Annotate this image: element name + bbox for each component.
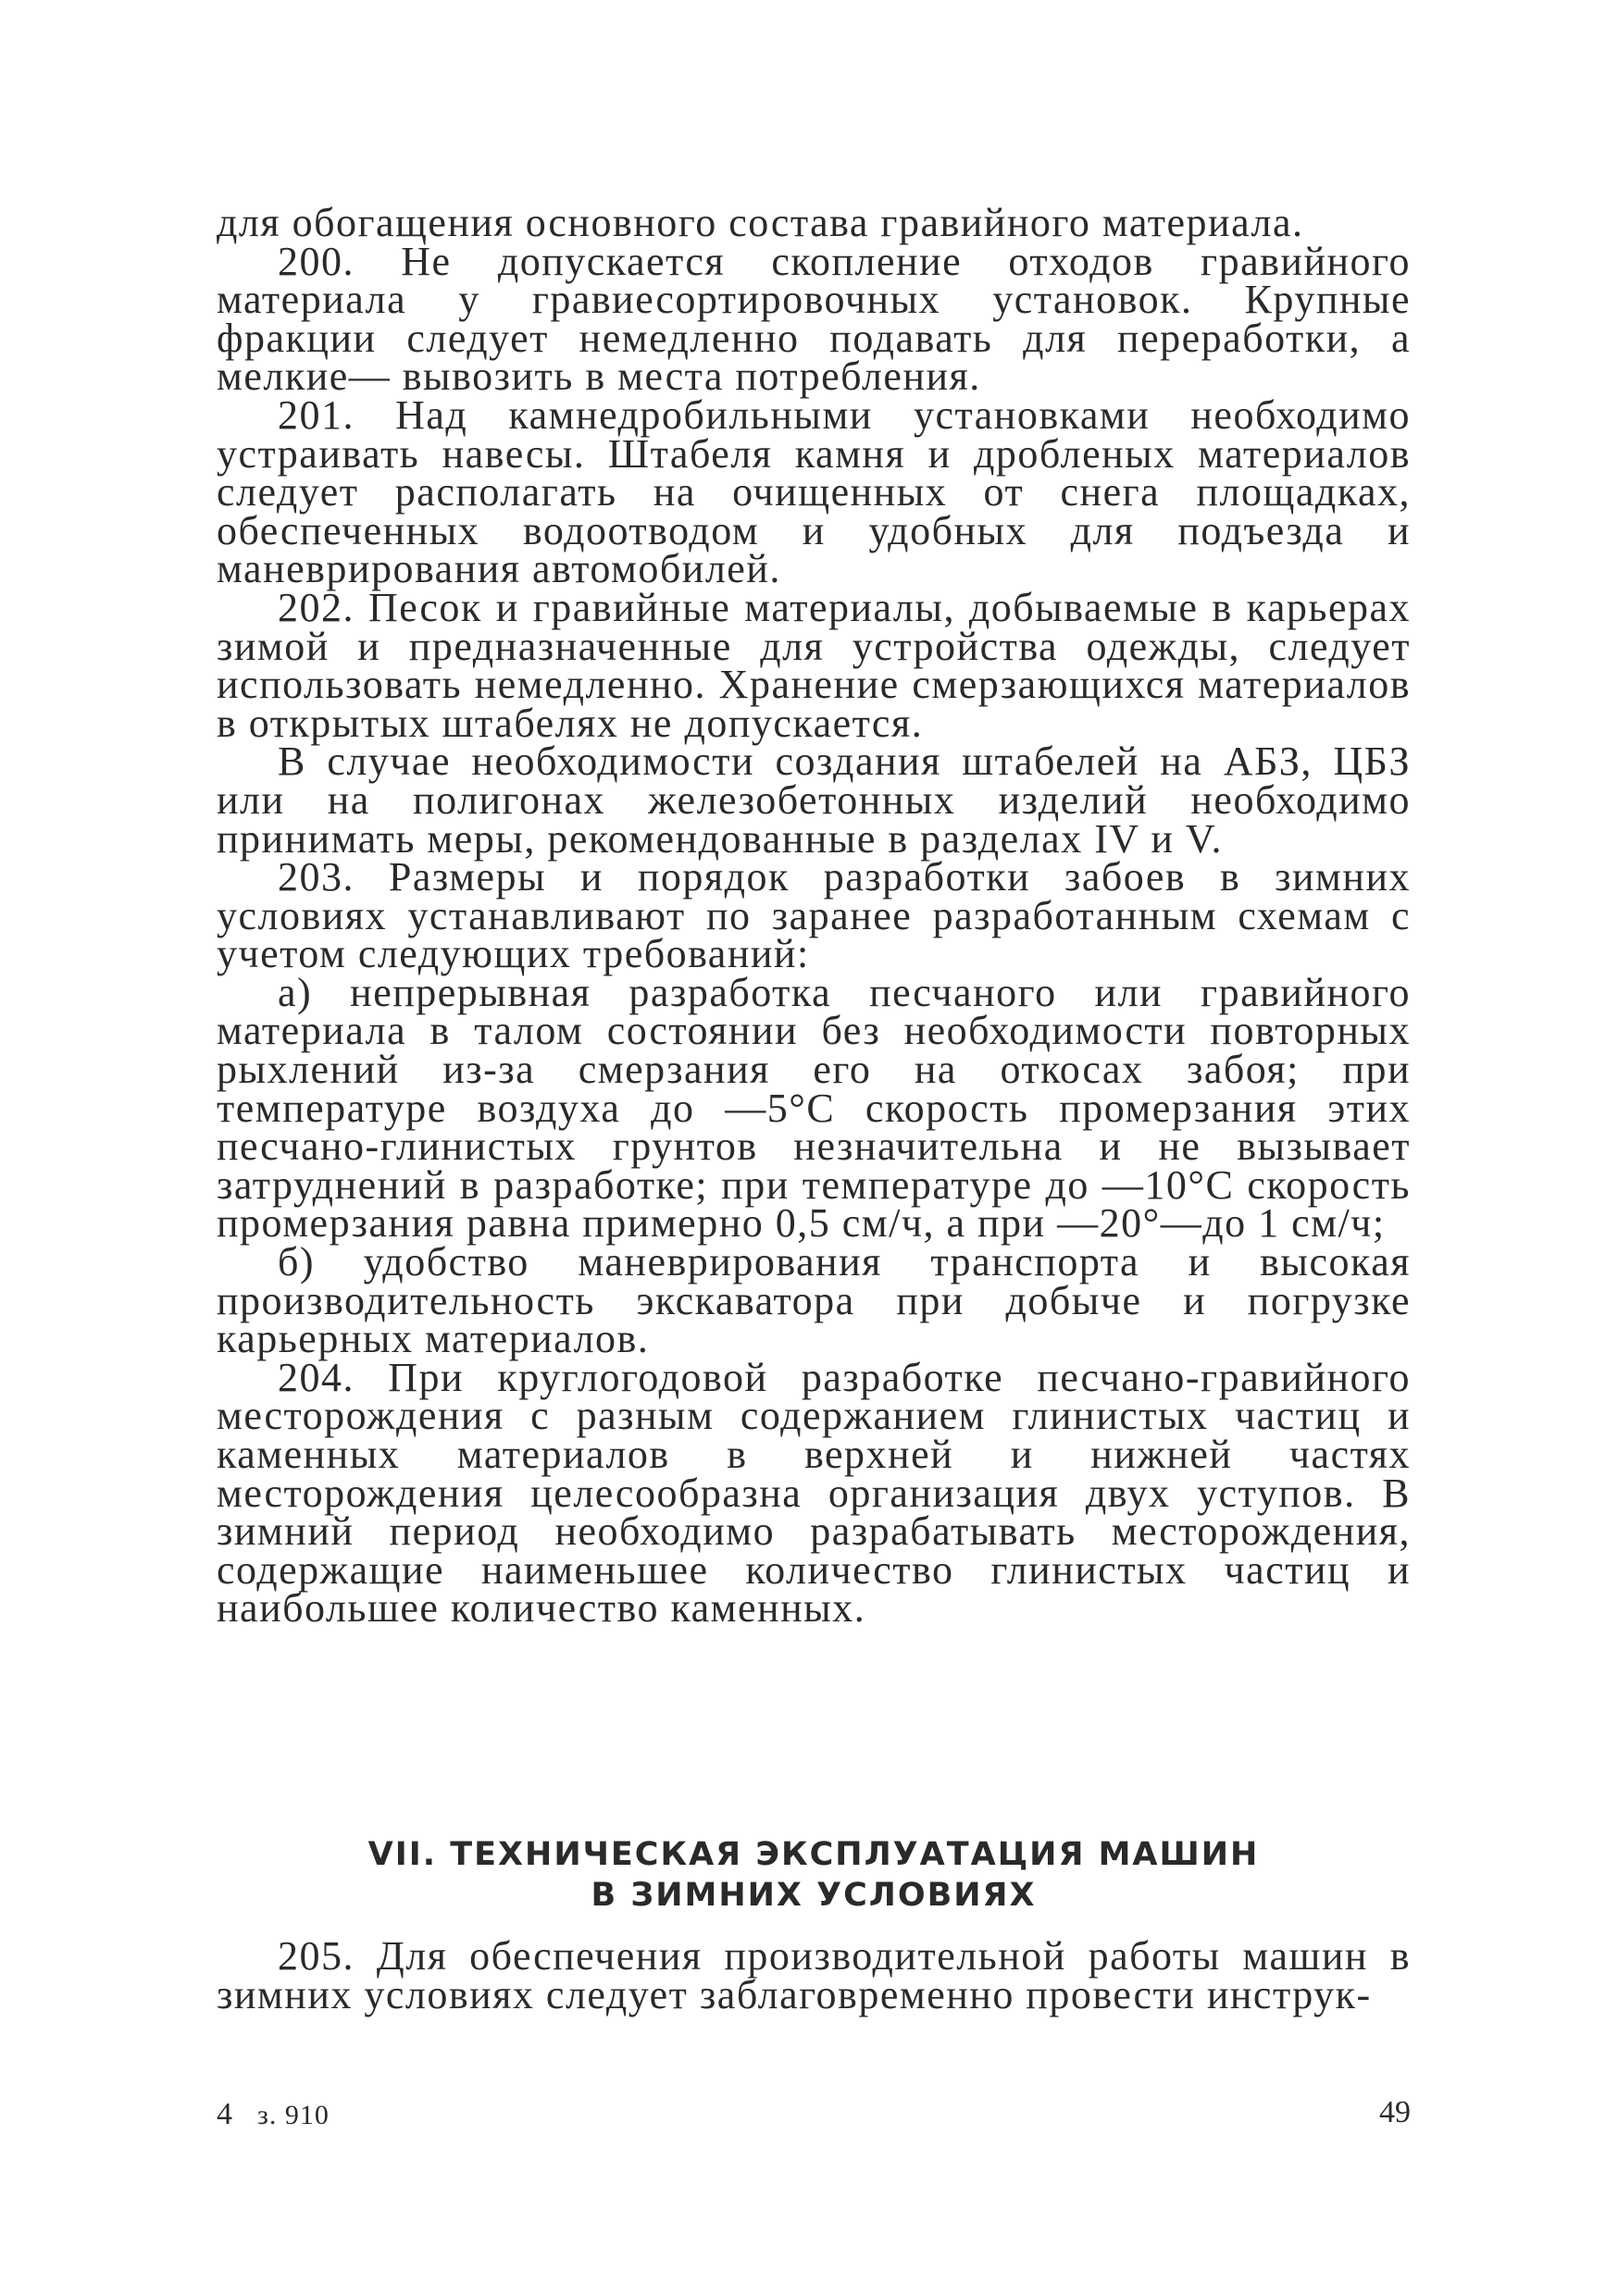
signature-number: 4 (217, 2097, 233, 2131)
body-text (217, 200, 1411, 1632)
paragraph-202: 202. Песок и гравийные материалы, добываемые в карьерах зимой и предназначенные для устройства одежды, следует использовать немедленно. Хранение смерзающихся материалов в открытых штабелях не допускается. (217, 584, 1411, 746)
paragraph-203-item-b: б) удобство маневрирования транспорта и высокая производительность экскаватора при добыче и погрузке карьерных материалов. (217, 1239, 1411, 1362)
signature-label: з. 910 (257, 2100, 330, 2130)
page-number: 49 (1379, 2095, 1411, 2129)
section-body-text (217, 1933, 1411, 2017)
section-heading-line-2: В ЗИМНИХ УСЛОВИЯХ (591, 1877, 1037, 1914)
paragraph-203: 203. Размеры и порядок разработки забоев в зимних условиях устанавливают по заранее разработанным схемам с учетом следующих требований: (217, 854, 1411, 977)
paragraph-202-continued: В случае необходимости создания штабелей на АБЗ, ЦБЗ или на полигонах железобетонных изделий необходимо принимать меры, рекомендованные в разделах IV и V. (217, 738, 1411, 862)
paragraph-201: 201. Над камнедробильными установками необходимо устраивать навесы. Штабеля камня и дробленых материалов следует располагать на очищенных от снега площадках, обеспеченных водоотводом и удобных для подъезда и маневрирования автомобилей. (217, 391, 1411, 592)
paragraph-204: 204. При круглогодовой разработке песчано-гравийного месторождения с разным содержанием глинистых частиц и каменных материалов в верхней и нижней частях месторождения целесообразна организация двух уступов. В зимний период необходимо разрабатывать месторождения, содержащие наименьшее количество глинистых частиц и наибольшее количество каменных. (217, 1354, 1411, 1632)
paragraph-continuation: для обогащения основного состава гравийного материала. (217, 200, 1304, 245)
section-heading (217, 1834, 1411, 1916)
section-heading-line-1: VII. ТЕХНИЧЕСКАЯ ЭКСПЛУАТАЦИЯ МАШИН (367, 1836, 1260, 1873)
printer-signature (217, 2097, 330, 2132)
paragraph-203-item-a: а) непрерывная разработка песчаного или гравийного материала в талом состоянии без необходимости повторных рыхлений из-за смерзания его на откосах забоя; при температуре воздуха до —5°С скорость промерзания этих песчано-глинистых грунтов незначительна и не вызывает затруднений в разработке; при температуре до —10°С скорость промерзания равна примерно 0,5 см/ч, а при —20°—до 1 см/ч; (217, 969, 1411, 1247)
paragraph-205: 205. Для обеспечения производительной работы машин в зимних условиях следует заблаговременно провести инструк- (217, 1933, 1411, 2017)
paragraph-200: 200. Не допускается скопление отходов гравийного материала у гравиесортировочных установок. Крупные фракции следует немедленно подавать для переработки, а мелкие— вывозить в места потребления. (217, 238, 1411, 400)
